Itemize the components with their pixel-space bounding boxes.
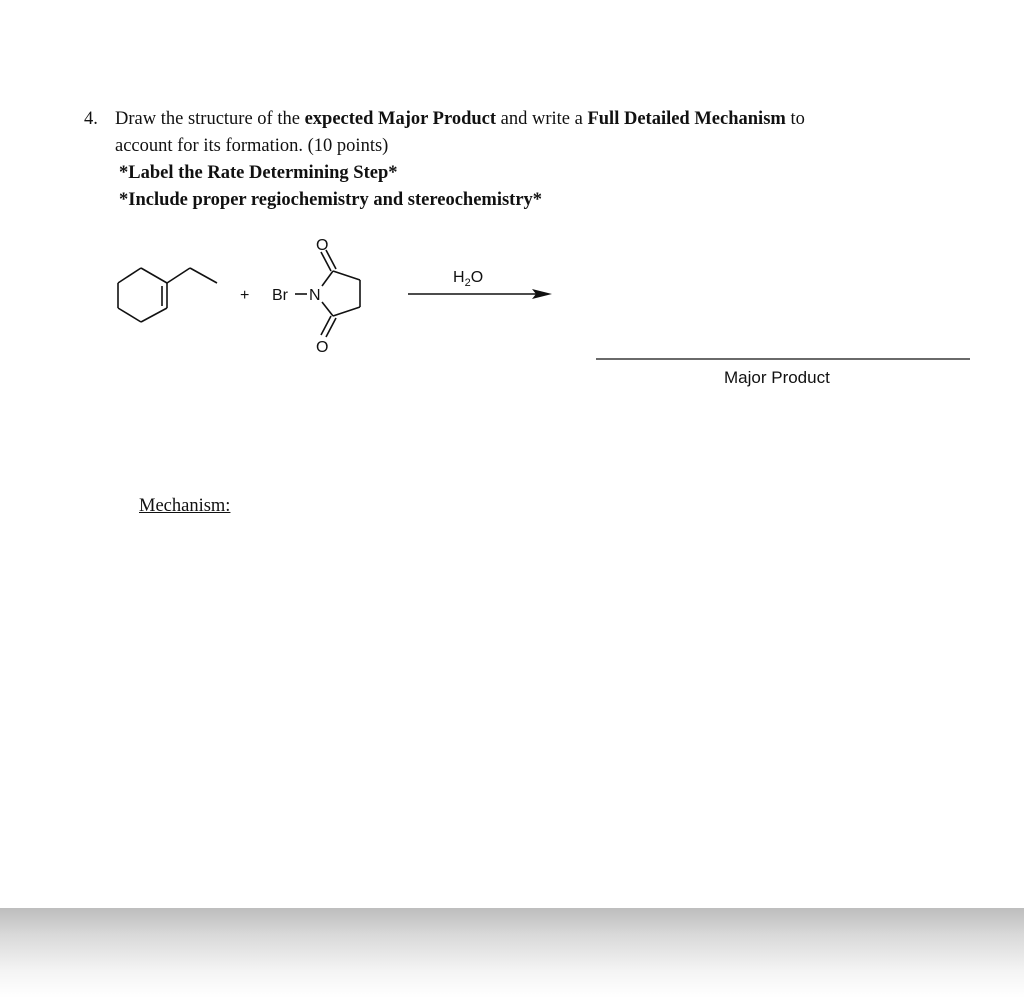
question-text-1a: Draw the structure of the [115, 109, 305, 129]
conditions-o: O [470, 269, 484, 286]
reaction-conditions [453, 269, 483, 289]
conditions-subscript: 2 [464, 277, 471, 289]
conditions-h: H [453, 269, 465, 286]
question-text-1b: expected Major Product [304, 109, 497, 129]
mechanism-label: Mechanism: [139, 496, 231, 516]
svg-text:H2O [453, 269, 483, 289]
nbs-reagent [272, 237, 360, 356]
major-product-label: Major Product [724, 368, 830, 387]
substrate-alkene [118, 268, 217, 322]
oxygen-bottom-label: O [316, 339, 329, 356]
page-bottom-shade [0, 908, 1024, 998]
plus-sign: + [240, 287, 250, 304]
question-text-1d: Full Detailed Mechanism [587, 109, 786, 129]
bromine-label: Br [272, 287, 288, 304]
oxygen-top-label: O [316, 237, 329, 254]
note-rate-determining-step: *Label the Rate Determining Step* [119, 163, 398, 183]
question-line-2: account for its formation. (10 points) [115, 136, 389, 156]
question-text-1c: and write a [496, 109, 588, 129]
question-text-1e: to [785, 109, 805, 129]
nitrogen-label: N [309, 287, 321, 304]
note-regio-stereo: *Include proper regiochemistry and stereochemistry* [119, 190, 543, 210]
reaction-arrow [408, 289, 552, 299]
question-number: 4. [84, 109, 98, 129]
